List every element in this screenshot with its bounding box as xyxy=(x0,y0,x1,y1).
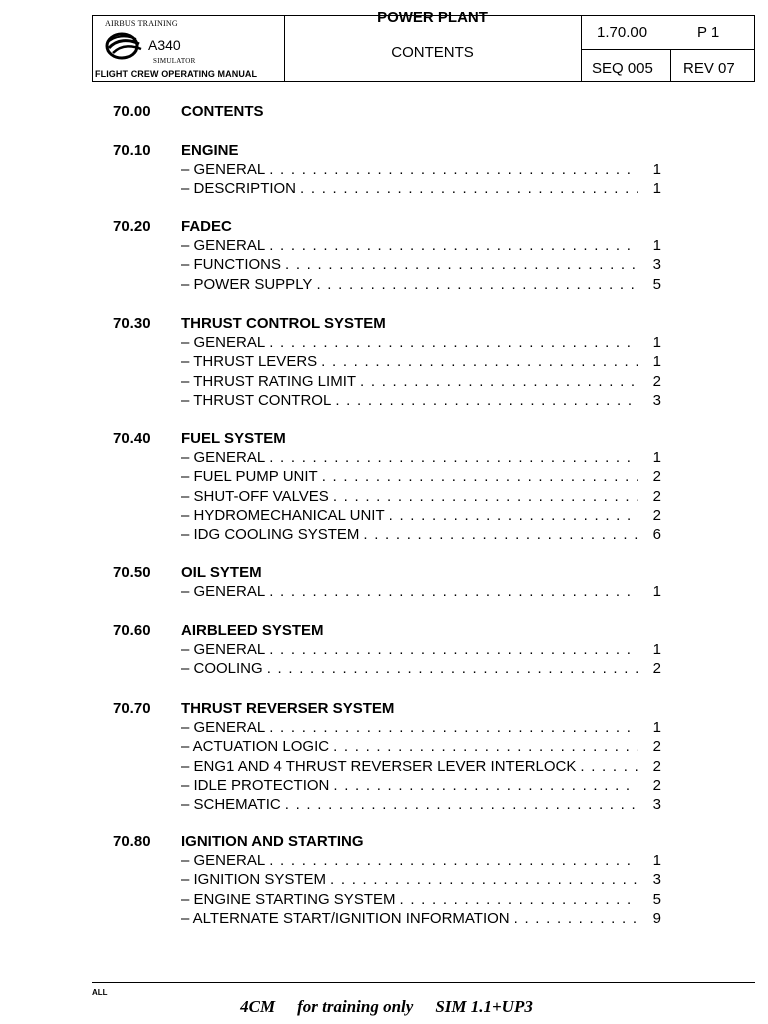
toc-entry[interactable] xyxy=(181,871,638,888)
toc-entry[interactable] xyxy=(181,256,638,273)
toc-entry-page: 1 xyxy=(652,180,661,198)
dot-leader xyxy=(285,796,638,813)
toc-entry-label: – THRUST RATING LIMIT xyxy=(181,372,357,390)
footer-note xyxy=(0,997,768,1017)
toc-entry[interactable] xyxy=(181,237,638,254)
dot-leader xyxy=(389,507,638,524)
toc-entry-label: – GENERAL xyxy=(181,641,266,659)
toc-entry-label: – IDG COOLING SYSTEM xyxy=(181,526,360,543)
section-title: THRUST REVERSER SYSTEM xyxy=(181,700,395,717)
toc-entry-page: 9 xyxy=(652,909,661,927)
toc-entry-label: – COOLING xyxy=(181,660,263,678)
effectivity-label: ALL xyxy=(92,988,108,997)
footer-rule xyxy=(92,982,755,983)
section-title: OIL SYTEM xyxy=(181,564,262,581)
toc-entry-page: 3 xyxy=(652,871,661,889)
section-title: FADEC xyxy=(181,218,232,235)
toc-entry[interactable] xyxy=(181,334,638,351)
toc-entry[interactable] xyxy=(181,276,638,293)
dot-leader xyxy=(322,468,638,485)
toc-entry-page: 1 xyxy=(652,161,661,179)
toc-entry[interactable] xyxy=(181,738,638,755)
dot-leader xyxy=(269,334,638,351)
toc-entry-label: – IGNITION SYSTEM xyxy=(181,871,327,889)
toc-entry-label: – THRUST LEVERS xyxy=(181,353,318,371)
dot-leader xyxy=(300,180,638,197)
toc-entry-page: 5 xyxy=(652,890,661,908)
toc-entry-page: 2 xyxy=(652,506,661,524)
toc-entry-page: 1 xyxy=(652,641,661,659)
logo-cell xyxy=(93,16,285,81)
toc-entry-label: – ENGINE STARTING SYSTEM xyxy=(181,890,396,908)
revision-number: REV 07 xyxy=(683,60,735,77)
section-number: 70.00 xyxy=(113,103,151,120)
dot-leader xyxy=(333,738,638,755)
section-title: ENGINE xyxy=(181,142,239,159)
toc-entry-page: 2 xyxy=(652,757,661,775)
toc-entry-label: – DESCRIPTION xyxy=(181,180,297,198)
dot-leader xyxy=(316,276,638,293)
toc-entry-page: 3 xyxy=(652,256,661,274)
toc-entry-page: 2 xyxy=(652,487,661,505)
toc-entry-label: – ENG1 AND 4 THRUST REVERSER LEVER INTERLOCK xyxy=(181,757,577,775)
toc-entry[interactable] xyxy=(181,468,638,485)
toc-entry[interactable] xyxy=(181,910,638,927)
sequence-number: SEQ 005 xyxy=(592,60,653,77)
toc-entry-label: – GENERAL xyxy=(181,449,266,467)
toc-entry-page: 1 xyxy=(652,719,661,737)
section-number: 70.70 xyxy=(113,700,151,717)
toc-entry[interactable] xyxy=(181,891,638,908)
toc-entry-label: – SHUT-OFF VALVES xyxy=(181,487,329,505)
toc-entry-page: 1 xyxy=(652,237,661,255)
dot-leader xyxy=(333,777,638,794)
dot-leader xyxy=(269,641,638,658)
toc-entry[interactable] xyxy=(181,161,638,178)
toc-entry[interactable] xyxy=(181,758,638,775)
section-number: 70.40 xyxy=(113,430,151,447)
airbus-training-logo-icon xyxy=(103,31,145,61)
toc-entry-label: – THRUST CONTROL xyxy=(181,391,332,409)
toc-entry[interactable] xyxy=(181,641,638,658)
footer-sim-version: SIM 1.1+UP3 xyxy=(435,997,533,1016)
dot-leader xyxy=(580,758,638,775)
toc-entry-label: – GENERAL xyxy=(181,237,266,255)
dot-leader xyxy=(269,161,638,178)
toc-entry-label: – POWER SUPPLY xyxy=(181,275,313,293)
section-number: 70.60 xyxy=(113,622,151,639)
toc-entry-label: – ALTERNATE START/IGNITION INFORMATION xyxy=(181,909,510,927)
dot-leader xyxy=(333,488,638,505)
dot-leader xyxy=(399,891,638,908)
toc-entry-label: – GENERAL xyxy=(181,719,266,737)
toc-entry[interactable] xyxy=(181,777,638,794)
toc-entry-page: 2 xyxy=(652,776,661,794)
dot-leader xyxy=(321,353,638,370)
org-name: AIRBUS TRAINING xyxy=(105,19,178,28)
toc-entry[interactable] xyxy=(181,507,638,524)
dot-leader xyxy=(514,910,638,927)
toc-entry-page: 1 xyxy=(652,449,661,467)
toc-entry[interactable] xyxy=(181,373,638,390)
toc-entry[interactable] xyxy=(181,660,638,677)
toc-entry-page: 3 xyxy=(652,391,661,409)
dot-leader xyxy=(269,719,638,736)
header-divider-vertical xyxy=(670,49,671,81)
toc-entry-label: – IDLE PROTECTION xyxy=(181,776,330,794)
chapter-subtitle: CONTENTS xyxy=(391,44,474,61)
toc-entry[interactable] xyxy=(181,488,638,505)
toc-entry-page: 2 xyxy=(652,660,661,678)
page-number: P 1 xyxy=(697,24,720,41)
section-number: 70.10 xyxy=(113,142,151,159)
header-divider xyxy=(582,49,754,50)
toc-entry-label: – HYDROMECHANICAL UNIT xyxy=(181,506,385,524)
section-number: 70.50 xyxy=(113,564,151,581)
section-title: AIRBLEED SYSTEM xyxy=(181,622,324,639)
toc-entry-label: – GENERAL xyxy=(181,583,266,601)
toc-entry[interactable] xyxy=(181,180,638,197)
toc-entry[interactable] xyxy=(181,583,638,600)
toc-entry-label: – SCHEMATIC xyxy=(181,796,281,813)
dot-leader xyxy=(285,256,638,273)
manual-title: FLIGHT CREW OPERATING MANUAL xyxy=(95,69,258,79)
toc-entry-label: – ACTUATION LOGIC xyxy=(181,738,330,756)
toc-entry-label: – GENERAL xyxy=(181,852,266,870)
section-title: IGNITION AND STARTING xyxy=(181,833,364,850)
chapter-title: POWER PLANT xyxy=(377,9,488,26)
toc-entry[interactable] xyxy=(181,852,638,869)
toc-entry-page: 1 xyxy=(652,353,661,371)
dot-leader xyxy=(330,871,638,888)
dot-leader xyxy=(269,449,638,466)
toc-entry-label: – GENERAL xyxy=(181,161,266,179)
section-number: 70.80 xyxy=(113,833,151,850)
dot-leader xyxy=(267,660,638,677)
toc-entry-page: 1 xyxy=(652,852,661,870)
dot-leader xyxy=(269,852,638,869)
section-number: 70.20 xyxy=(113,218,151,235)
toc-entry-page: 3 xyxy=(652,796,661,813)
footer-code: 4CM xyxy=(240,997,276,1016)
dot-leader xyxy=(360,373,638,390)
dot-leader xyxy=(269,237,638,254)
toc-entry-page: 2 xyxy=(652,372,661,390)
toc-entry[interactable] xyxy=(181,796,638,813)
toc-entry-page: 5 xyxy=(652,275,661,293)
section-title: CONTENTS xyxy=(181,103,264,120)
toc-entry-page: 6 xyxy=(652,526,661,543)
toc-entry-page: 2 xyxy=(652,738,661,756)
toc-entry-page: 1 xyxy=(652,583,661,601)
dot-leader xyxy=(363,526,638,543)
simulator-label: SIMULATOR xyxy=(153,57,196,65)
toc-entry-page: 2 xyxy=(652,468,661,486)
toc-entry-label: – FUNCTIONS xyxy=(181,256,282,274)
dot-leader xyxy=(335,392,638,409)
section-title: THRUST CONTROL SYSTEM xyxy=(181,315,386,332)
dot-leader xyxy=(269,583,638,600)
toc-entry[interactable] xyxy=(181,719,638,736)
toc-entry[interactable] xyxy=(181,526,638,543)
footer-training-note: for training only xyxy=(297,997,414,1016)
toc-entry[interactable] xyxy=(181,353,638,370)
aircraft-type: A340 xyxy=(148,37,181,53)
toc-entry[interactable] xyxy=(181,392,638,409)
toc-entry[interactable] xyxy=(181,449,638,466)
toc-entry-label: – GENERAL xyxy=(181,334,266,352)
section-title: FUEL SYSTEM xyxy=(181,430,286,447)
section-number: 70.30 xyxy=(113,315,151,332)
toc-entry-page: 1 xyxy=(652,334,661,352)
document-reference: 1.70.00 xyxy=(597,24,648,41)
toc-entry-label: – FUEL PUMP UNIT xyxy=(181,468,318,486)
